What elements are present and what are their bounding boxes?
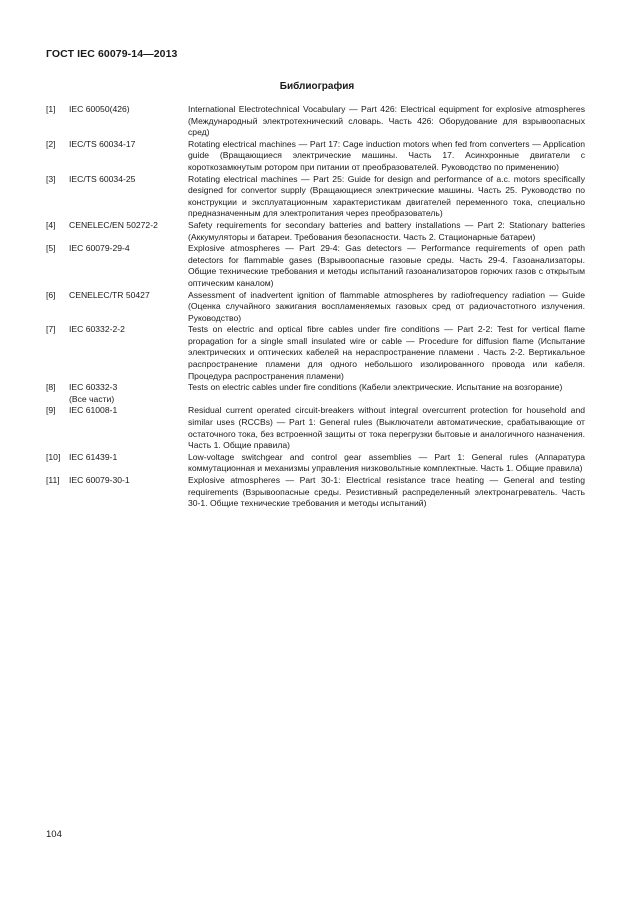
entry-standard-code: IEC 60079-29-4 [69, 243, 130, 254]
bibliography-title [0, 81, 630, 92]
bibliography-entry [46, 243, 586, 289]
entry-description: Explosive atmospheres — Part 29-4: Gas detectors — Performance requirements of open path detectors for flammable gases (Взрывоопасные газовые среды. Часть 29-4. Газоанализаторы. Общие технические требования и методы испытаний газоанализаторов горючих газов с открытым оптическим каналом) [188, 243, 585, 288]
document-header: ГОСТ IEC 60079-14—2013 [46, 48, 178, 60]
entry-description: Assessment of inadvertent ignition of flammable atmospheres by radiofrequency radiation — Guide (Оценка случайного зажигания воспламеняемых газовых сред от радиочастотного излучения. Руководство) [188, 289, 585, 323]
entry-description: Explosive atmospheres — Part 30-1: Electrical resistance trace heating — General and testing requirements (Взрывоопасные среды. Резистивный распределенный электронагреватель. Часть 30-1. Общие технические требования и методы испытаний) [188, 475, 585, 509]
bibliography-entry [46, 324, 586, 382]
bibliography-entry [46, 382, 586, 405]
entry-description: Rotating electrical machines — Part 17: Cage induction motors when fed from converters — Application guide (Вращающиеся электрические машины. Часть 17. Асинхронные двигатели с короткозамкнутым ротором при питании от преобразователей. Руководство по применению) [188, 138, 585, 172]
entry-description: Low-voltage switchgear and control gear assemblies — Part 1: General rules (Аппаратура коммутационная и механизмы управления низковольтные комплектные. Часть 1. Общие правила) [188, 451, 585, 474]
entry-number: [8] [46, 382, 56, 393]
entry-standard-code [69, 382, 188, 405]
bibliography-entry [46, 174, 586, 220]
entry-standard-code: IEC 61439-1 [69, 451, 118, 462]
bibliography-entry [46, 475, 586, 510]
entry-description: Residual current operated circuit-breakers without integral overcurrent protection for household and similar uses (RCCBs) — Part 1: General rules (Выключатели автоматические, срабатывающие от остаточного тока, без встроенной защиты от тока перегрузки бытовые и аналогичного назначения. Часть 1. Общие правила) [188, 405, 585, 451]
entry-description: Rotating electrical machines — Part 25: Guide for design and performance of a.c. motors specifically designed for convertor supply (Вращающиеся электрические машины. Часть 25. Руководство по конструкции и эксплуатационным характеристикам двигателей переменного тока, специально предназначенным для электропитания через преобразователь) [188, 173, 585, 219]
entry-standard-code: IEC 60332-2-2 [69, 324, 125, 335]
entry-number: [11] [46, 475, 60, 485]
bibliography-entry [46, 104, 586, 139]
entry-number: [1] [46, 104, 56, 114]
entry-standard-code-main: IEC 60332-3 [69, 382, 118, 393]
entry-description: Tests on electric cables under fire conditions (Кабели электрические. Испытание на возгорание) [188, 382, 563, 393]
entry-number: [5] [46, 243, 56, 254]
entry-standard-code: IEC/TS 60034-25 [69, 173, 136, 184]
bibliography-list [46, 104, 586, 510]
entry-number: [9] [46, 405, 56, 416]
page-number: 104 [46, 829, 62, 840]
entry-number: [10] [46, 451, 61, 462]
entry-standard-code: IEC 61008-1 [69, 405, 118, 416]
entry-standard-code: CENELEC/EN 50272-2 [69, 219, 158, 230]
entry-standard-code-note: (Все части) [69, 393, 115, 404]
entry-description: Safety requirements for secondary batteries and battery installations — Part 2: Stationary batteries (Аккумуляторы и батареи. Требования безопасности. Часть 2. Стационарные батареи) [188, 219, 585, 242]
entry-number: [4] [46, 219, 56, 230]
entry-standard-code: IEC 60050(426) [69, 104, 130, 114]
bibliography-entry [46, 405, 586, 451]
bibliography-entry [46, 139, 586, 174]
entry-standard-code: CENELEC/TR 50427 [69, 289, 150, 300]
entry-number: [3] [46, 173, 56, 184]
entry-number: [2] [46, 138, 56, 149]
bibliography-entry [46, 220, 586, 243]
entry-description: International Electrotechnical Vocabulary — Part 426: Electrical equipment for explosive atmospheres (Международный электротехнический словарь. Часть 426: Оборудование для взрывоопасных сред) [188, 104, 585, 138]
entry-number: [6] [46, 289, 56, 300]
bibliography-entry [46, 290, 586, 325]
entry-number: [7] [46, 324, 56, 335]
entry-description: Tests on electric and optical fibre cables under fire conditions — Part 2-2: Test for vertical flame propagation for a single small insulated wire or cable — Procedure for diffusion flame (Испытание электрических и оптических кабелей на нераспространение пламени . Часть 2-2. Вертикальное распространение пламени для одного небольшого изолированного провода или кабеля. Процедура распространения пламени) [188, 324, 585, 381]
bibliography-entry [46, 452, 586, 475]
bibliography-title-text: Библиография [279, 81, 355, 92]
entry-standard-code: IEC 60079-30-1 [69, 475, 130, 485]
entry-standard-code: IEC/TS 60034-17 [69, 138, 136, 149]
